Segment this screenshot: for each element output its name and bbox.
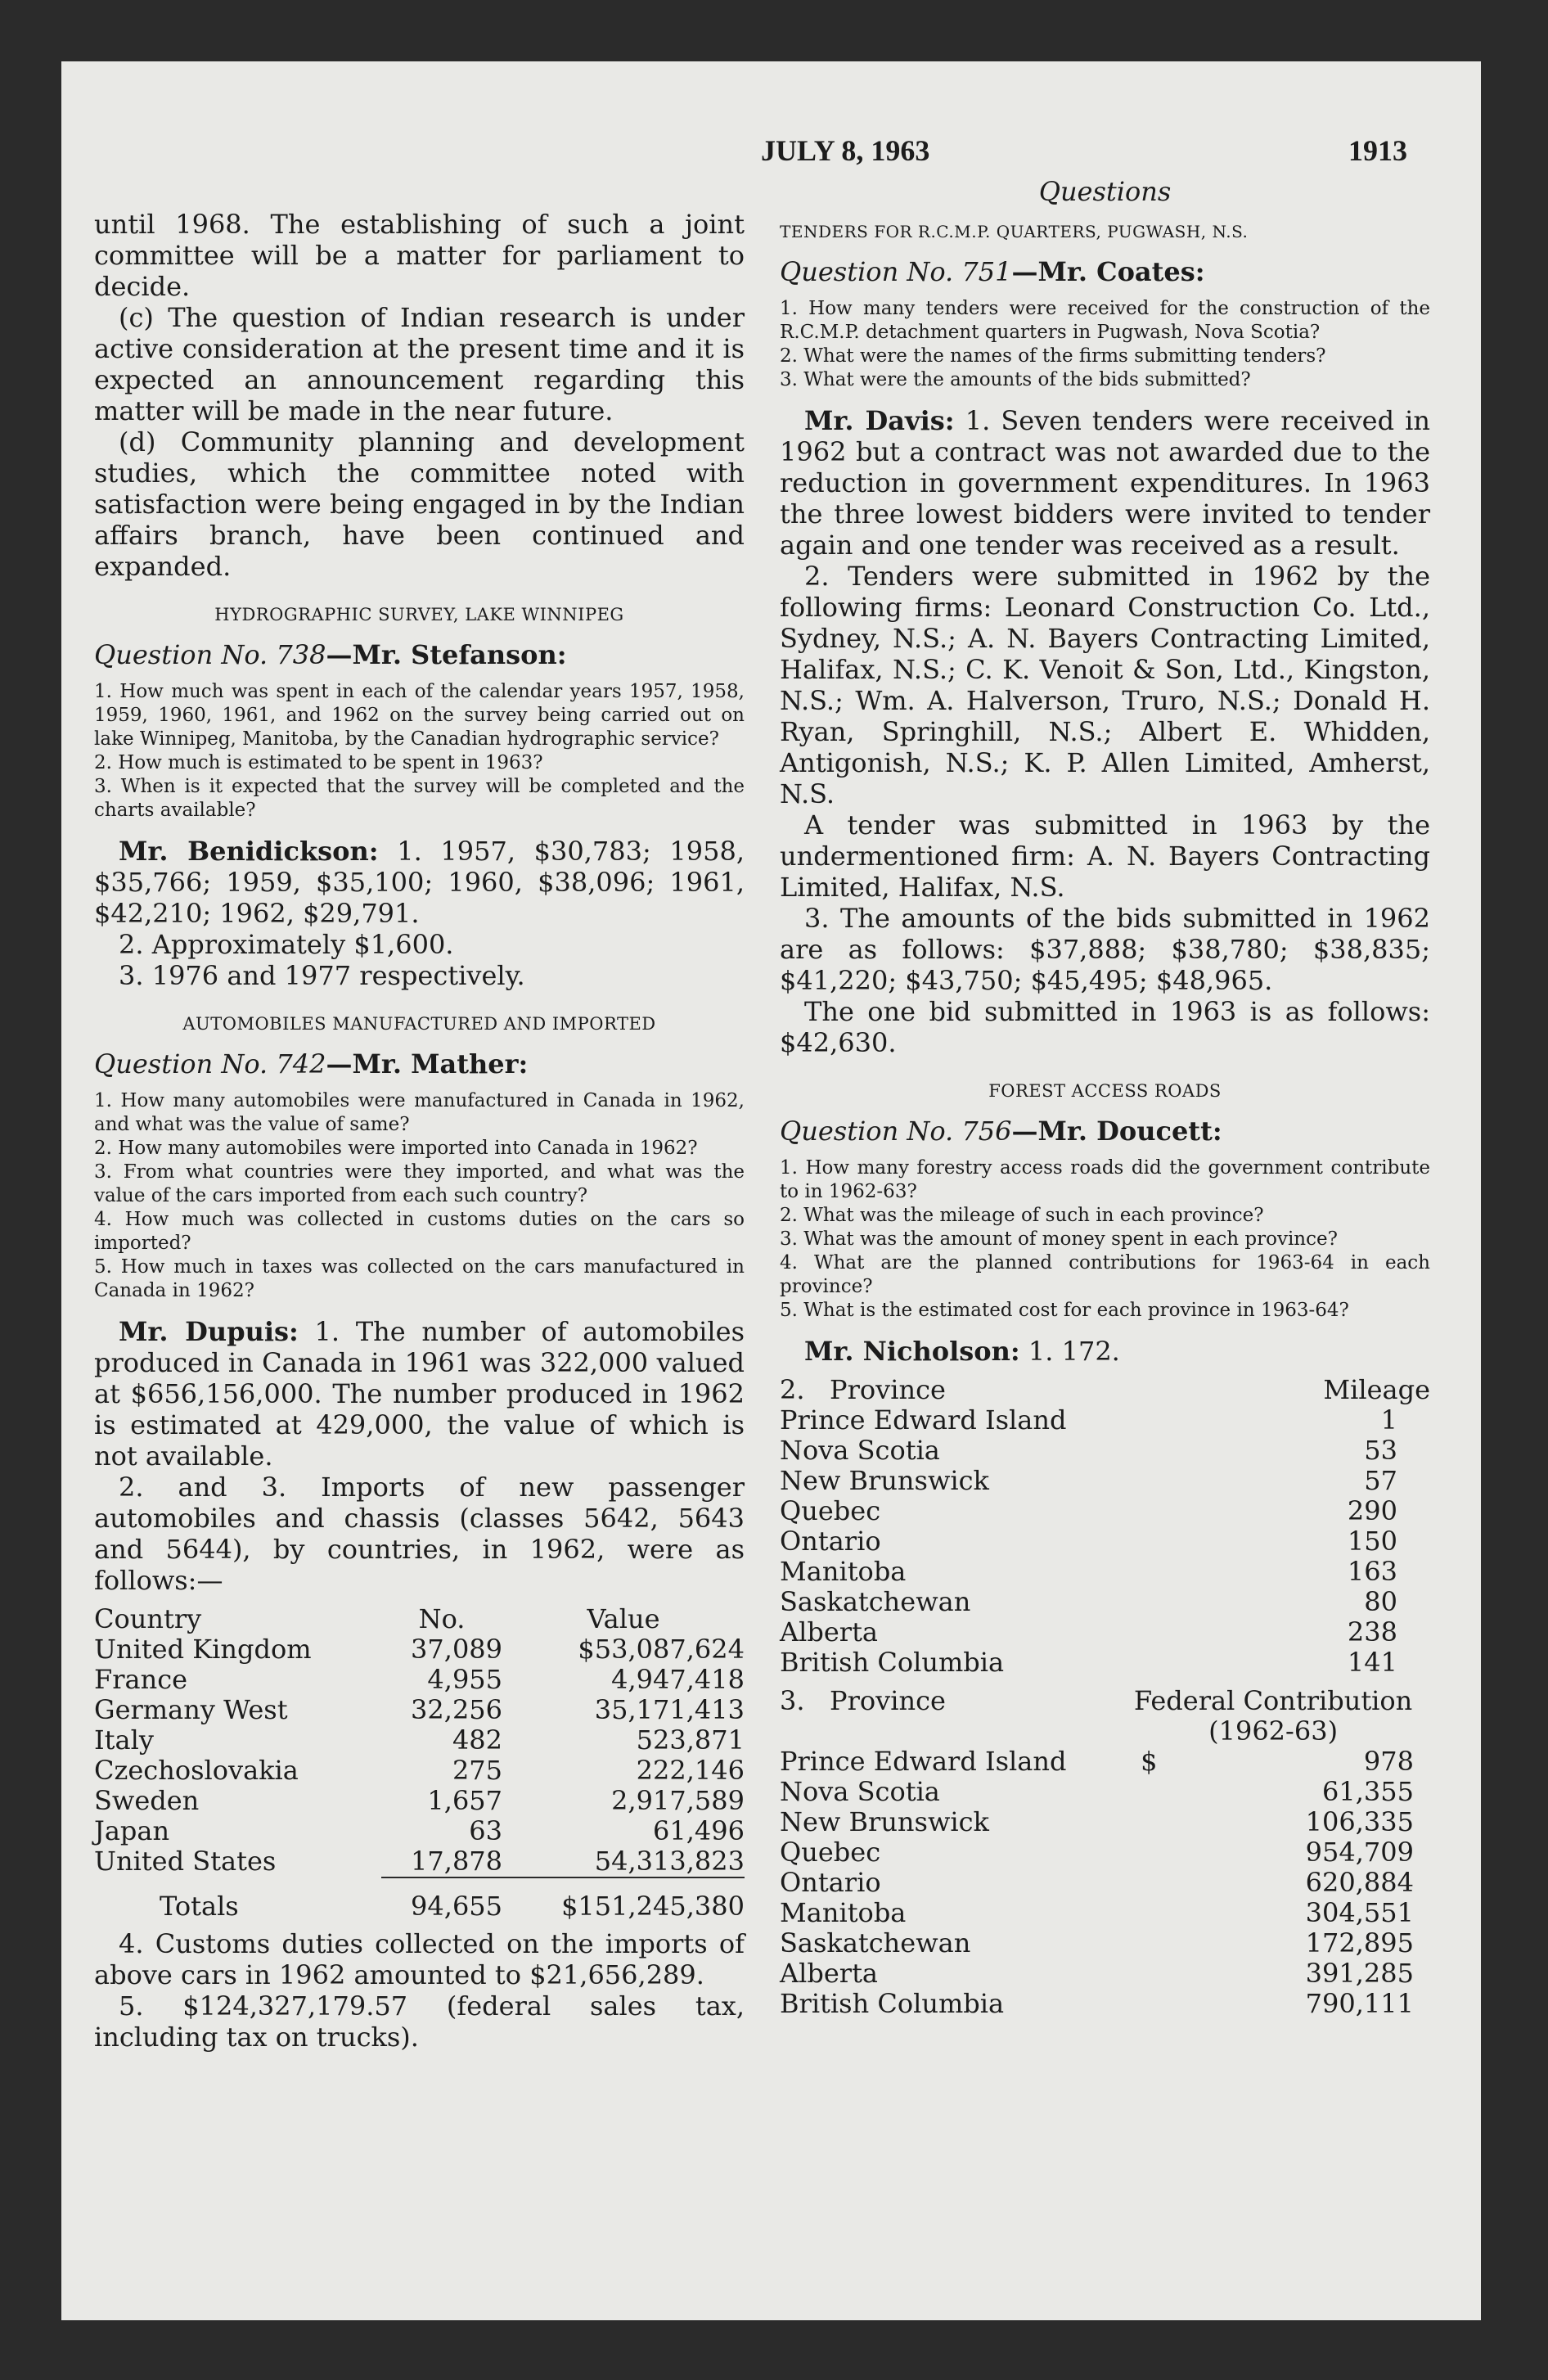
cell-country: United Kingdom — [94, 1634, 312, 1665]
section-heading: HYDROGRAPHIC SURVEY, LAKE WINNIPEG — [214, 605, 624, 624]
answer-paragraph — [94, 836, 745, 929]
table-row — [780, 1868, 1430, 1898]
mileage-table — [780, 1375, 1430, 1678]
answer-speaker: Mr. Nicholson: — [804, 1336, 1020, 1367]
left-column — [94, 209, 745, 2053]
cell-amount: 790,111 — [1305, 1988, 1414, 2019]
question-item: 1. How many automobiles were manufactured in Canada in 1962, and what was the value of same? — [94, 1090, 745, 1135]
question-item: 2. How many automobiles were imported into Canada in 1962? — [94, 1138, 698, 1159]
answer-speaker: Mr. Davis: — [804, 405, 955, 436]
answer-paragraph: 2. and 3. Imports of new passenger automobiles and chassis (classes 5642, 5643 and 5644), by countries, in 1962, were as follows:— — [94, 1472, 745, 1596]
cell-value: 2,917,589 — [611, 1785, 745, 1816]
column-header: Value — [587, 1603, 660, 1634]
table-row — [780, 1898, 1430, 1928]
table-row — [780, 1807, 1430, 1837]
cell-number: 63 — [469, 1815, 503, 1846]
cell-number: 275 — [452, 1755, 503, 1786]
cell-mileage: 80 — [1364, 1586, 1397, 1617]
table-row — [780, 1526, 1430, 1557]
table-row — [94, 1756, 745, 1786]
cell-province: Quebec — [780, 1495, 881, 1526]
section-heading: AUTOMOBILES MANUFACTURED AND IMPORTED — [182, 1014, 656, 1034]
answer-paragraph: 2. Tenders were submitted in 1962 by the following firms: Leonard Construction Co. Ltd., Sydney, N.S.; A. N. Bayers Contracting Limited, Halifax, N.S.; C. K. Venoit & Son, Ltd., Kingston, N.S.; Wm. A. Halverson, Truro, N.S.; Donald H. Ryan, Springhill, N.S.; Albert E. Whidden, Antigonish, N.S.; K. P. Allen Limited, Amherst, N.S. — [780, 561, 1430, 809]
cell-mileage: 53 — [1364, 1435, 1397, 1466]
cell-province: Prince Edward Island — [780, 1404, 1067, 1436]
table-row — [780, 1747, 1430, 1777]
table-row — [780, 1405, 1430, 1436]
cell-mileage: 141 — [1347, 1647, 1397, 1678]
contribution-table — [780, 1686, 1430, 2019]
question-item: 3. When is it expected that the survey will be completed and the charts available? — [94, 776, 745, 821]
table-row — [780, 1436, 1430, 1466]
question-number: Question No. 751 — [780, 256, 1012, 287]
cell-currency — [1116, 1807, 1190, 1837]
column-header-province: Province — [830, 1685, 946, 1716]
paragraph: (c) The question of Indian research is under active consideration at the present time and it is expected an announcement regarding this matter will be made in the near future. — [94, 302, 745, 426]
cell-amount: 391,285 — [1305, 1958, 1414, 1989]
cell-province: Manitoba — [780, 1556, 907, 1587]
table-row — [780, 1648, 1430, 1678]
table-row — [780, 1496, 1430, 1526]
answer-text: 1. Seven tenders were received in 1962 but a contract was not awarded due to the reduction in government expenditures. In 1963 the three lowest bidders were invited to tender again and one tender was received as a result. — [780, 405, 1431, 561]
answer-paragraph: 3. The amounts of the bids submitted in 1962 are as follows: $37,888; $38,780; $38,835; $41,220; $43,750; $45,495; $48,965. — [780, 903, 1430, 996]
table-row — [94, 1634, 745, 1665]
cell-currency — [1116, 1837, 1190, 1868]
answer-paragraph: 4. Customs duties collected on the imports of above cars in 1962 amounted to $21,656,289. — [94, 1928, 745, 1990]
cell-currency — [1116, 1928, 1190, 1959]
column-header — [780, 1686, 1116, 1747]
cell-province: New Brunswick — [780, 1806, 989, 1837]
question-member: —Mr. Doucett: — [1011, 1116, 1222, 1147]
cell-mileage: 238 — [1347, 1616, 1397, 1648]
cell-value: 61,496 — [653, 1815, 745, 1846]
question-item: 2. What were the names of the firms submitting tenders? — [780, 345, 1326, 367]
column-header — [780, 1375, 1253, 1405]
section-heading: TENDERS FOR R.C.M.P. QUARTERS, PUGWASH, N.S. — [780, 222, 1249, 241]
cell-number: 17,878 — [411, 1846, 503, 1877]
question-title — [780, 1116, 1430, 1147]
question-item: 2. What was the mileage of such in each province? — [780, 1205, 1264, 1226]
cell-value: 4,947,418 — [611, 1664, 745, 1695]
table-row — [780, 1928, 1430, 1959]
cell-province: Alberta — [780, 1616, 878, 1648]
cell-total-label: Totals — [160, 1891, 239, 1922]
answer-paragraph: A tender was submitted in 1963 by the undermentioned firm: A. N. Bayers Contracting Limited, Halifax, N.S. — [780, 809, 1430, 903]
table-total-row — [94, 1891, 745, 1922]
cell-value: 54,313,823 — [594, 1846, 745, 1877]
answer-paragraph: The one bid submitted in 1963 is as follows: $42,630. — [780, 996, 1430, 1058]
column-header: Mileage — [1323, 1374, 1430, 1405]
table-row — [780, 1587, 1430, 1617]
cell-value: 523,871 — [636, 1724, 745, 1756]
cell-mileage: 150 — [1347, 1526, 1397, 1557]
cell-country: United States — [94, 1846, 277, 1877]
cell-amount: 106,335 — [1305, 1806, 1414, 1837]
cell-province: British Columbia — [780, 1647, 1005, 1678]
cell-country: Germany West — [94, 1694, 288, 1725]
cell-province: Ontario — [780, 1526, 881, 1557]
question-member: —Mr. Mather: — [326, 1048, 529, 1080]
page-header — [139, 133, 1407, 183]
question-item: 3. What was the amount of money spent in each province? — [780, 1228, 1338, 1250]
table-label: 2. — [780, 1374, 805, 1405]
answer-paragraph — [780, 1336, 1430, 1367]
question-item: 4. What are the planned contributions for 1963-64 in each province? — [780, 1252, 1430, 1297]
cell-number: 1,657 — [427, 1785, 503, 1816]
table-row — [94, 1665, 745, 1695]
cell-province: Ontario — [780, 1867, 881, 1898]
question-item: 1. How many tenders were received for the construction of the R.C.M.P. detachment quarters in Pugwash, Nova Scotia? — [780, 298, 1430, 343]
table-rule — [94, 1877, 745, 1891]
cell-total-value: $151,245,380 — [561, 1891, 745, 1922]
cell-amount: 978 — [1363, 1746, 1414, 1777]
question-item: 1. How much was spent in each of the calendar years 1957, 1958, 1959, 1960, 1961, and 1962 on the survey being carried out on lake Winnipeg, Manitoba, by the Canadian hydrographic service? — [94, 681, 745, 750]
cell-value: 222,146 — [636, 1755, 745, 1786]
table-row — [780, 1466, 1430, 1496]
table-label: 3. — [780, 1685, 805, 1716]
section-title: Questions — [1038, 176, 1172, 207]
question-member: —Mr. Stefanson: — [326, 639, 567, 670]
cell-country: Italy — [94, 1724, 154, 1756]
cell-amount: 304,551 — [1305, 1897, 1414, 1928]
cell-country: Sweden — [94, 1785, 200, 1816]
cell-province: Saskatchewan — [780, 1586, 971, 1617]
question-member: —Mr. Coates: — [1011, 256, 1205, 287]
question-number: Question No. 742 — [94, 1048, 326, 1080]
cell-total-number: 94,655 — [411, 1891, 503, 1922]
cell-number: 4,955 — [427, 1664, 503, 1695]
table-header-row — [780, 1686, 1430, 1747]
column-header: Country — [94, 1603, 202, 1634]
column-header-contribution: Federal Contribution — [1133, 1685, 1413, 1716]
cell-province: Alberta — [780, 1958, 878, 1989]
answer-paragraph — [780, 405, 1430, 561]
cell-province: Prince Edward Island — [780, 1746, 1067, 1777]
cell-mileage: 290 — [1347, 1495, 1397, 1526]
cell-province: Quebec — [780, 1837, 881, 1868]
section-heading: FOREST ACCESS ROADS — [988, 1081, 1222, 1101]
table-row — [94, 1846, 745, 1877]
page-date: JULY 8, 1963 — [761, 134, 930, 167]
table-row — [780, 1959, 1430, 1989]
question-title — [94, 639, 745, 670]
question-number: Question No. 756 — [780, 1116, 1012, 1147]
paragraph: until 1968. The establishing of such a joint committee will be a matter for parliament to decide. — [94, 209, 745, 302]
table-row — [780, 1777, 1430, 1807]
question-title — [94, 1048, 745, 1080]
table-header-row — [94, 1604, 745, 1634]
table-row — [94, 1816, 745, 1846]
cell-currency: $ — [1141, 1746, 1158, 1777]
question-item: 3. From what countries were they imported, and what was the value of the cars imported from each such country? — [94, 1161, 745, 1206]
cell-currency — [1116, 1898, 1190, 1928]
paragraph: (d) Community planning and development studies, which the committee noted with satisfaction were being engaged in by the Indian affairs branch, have been continued and expanded. — [94, 426, 745, 582]
table-header-row — [780, 1375, 1430, 1405]
question-item: 2. How much is estimated to be spent in 1963? — [94, 752, 543, 773]
cell-currency — [1116, 1777, 1190, 1807]
answer-text: 1. The number of automobiles produced in Canada in 1961 was 322,000 valued at $656,156,000. The number produced in 1962 is estimated at 429,000, the value of which is not available. — [94, 1316, 745, 1472]
table-row — [94, 1695, 745, 1725]
cell-amount: 61,355 — [1322, 1776, 1414, 1807]
table-row — [780, 1557, 1430, 1587]
answer-speaker: Mr. Dupuis: — [119, 1316, 299, 1347]
cell-province: Manitoba — [780, 1897, 907, 1928]
cell-province: British Columbia — [780, 1988, 1005, 2019]
answer-text: 1. 1957, $30,783; 1958, $35,766; 1959, $35,100; 1960, $38,096; 1961, $42,210; 1962, $29,791. — [94, 836, 745, 929]
import-table — [94, 1604, 745, 1922]
answer-speaker: Mr. Benidickson: — [119, 836, 379, 867]
cell-province: Nova Scotia — [780, 1435, 940, 1466]
answer-paragraph: 3. 1976 and 1977 respectively. — [119, 960, 525, 991]
answer-paragraph — [94, 1316, 745, 1472]
cell-currency — [1116, 1959, 1190, 1989]
question-item: 5. How much in taxes was collected on the cars manufactured in Canada in 1962? — [94, 1256, 745, 1301]
table-row — [780, 1617, 1430, 1648]
cell-country: France — [94, 1664, 188, 1695]
question-item: 1. How many forestry access roads did the government contribute to in 1962-63? — [780, 1157, 1430, 1202]
cell-value: $53,087,624 — [578, 1634, 745, 1665]
cell-currency — [1116, 1868, 1190, 1898]
cell-country: Czechoslovakia — [94, 1755, 299, 1786]
question-title — [780, 256, 1430, 287]
page-number: 1913 — [1348, 134, 1407, 167]
table-row — [94, 1786, 745, 1816]
cell-value: 35,171,413 — [594, 1694, 745, 1725]
document-page — [61, 61, 1481, 2320]
cell-amount: 954,709 — [1305, 1837, 1414, 1868]
cell-amount: 172,895 — [1305, 1927, 1414, 1959]
cell-province: New Brunswick — [780, 1465, 989, 1496]
answer-text: 1. 172. — [1019, 1336, 1120, 1367]
right-column — [780, 176, 1430, 2026]
column-header: No. — [418, 1603, 466, 1634]
cell-province: Nova Scotia — [780, 1776, 940, 1807]
cell-mileage: 57 — [1364, 1465, 1397, 1496]
cell-number: 482 — [452, 1724, 503, 1756]
cell-province: Saskatchewan — [780, 1927, 971, 1959]
cell-amount: 620,884 — [1305, 1867, 1414, 1898]
answer-paragraph: 5. $124,327,179.57 (federal sales tax, including tax on trucks). — [94, 1990, 745, 2053]
question-item: 3. What were the amounts of the bids submitted? — [780, 369, 1251, 390]
question-number: Question No. 738 — [94, 639, 326, 670]
table-row — [780, 1989, 1430, 2019]
cell-mileage: 1 — [1380, 1404, 1397, 1436]
table-row — [780, 1837, 1430, 1868]
cell-country: Japan — [94, 1815, 170, 1846]
column-header-province: Province — [830, 1374, 946, 1405]
column-header — [1116, 1686, 1430, 1747]
cell-number: 37,089 — [411, 1634, 503, 1665]
cell-number: 32,256 — [411, 1694, 503, 1725]
answer-paragraph: 2. Approximately $1,600. — [119, 929, 454, 960]
cell-currency — [1116, 1989, 1190, 2019]
table-row — [94, 1725, 745, 1756]
column-header-year: (1962-63) — [1208, 1715, 1339, 1747]
question-item: 4. How much was collected in customs duties on the cars so imported? — [94, 1209, 745, 1254]
question-item: 5. What is the estimated cost for each province in 1963-64? — [780, 1300, 1349, 1321]
cell-mileage: 163 — [1347, 1556, 1397, 1587]
